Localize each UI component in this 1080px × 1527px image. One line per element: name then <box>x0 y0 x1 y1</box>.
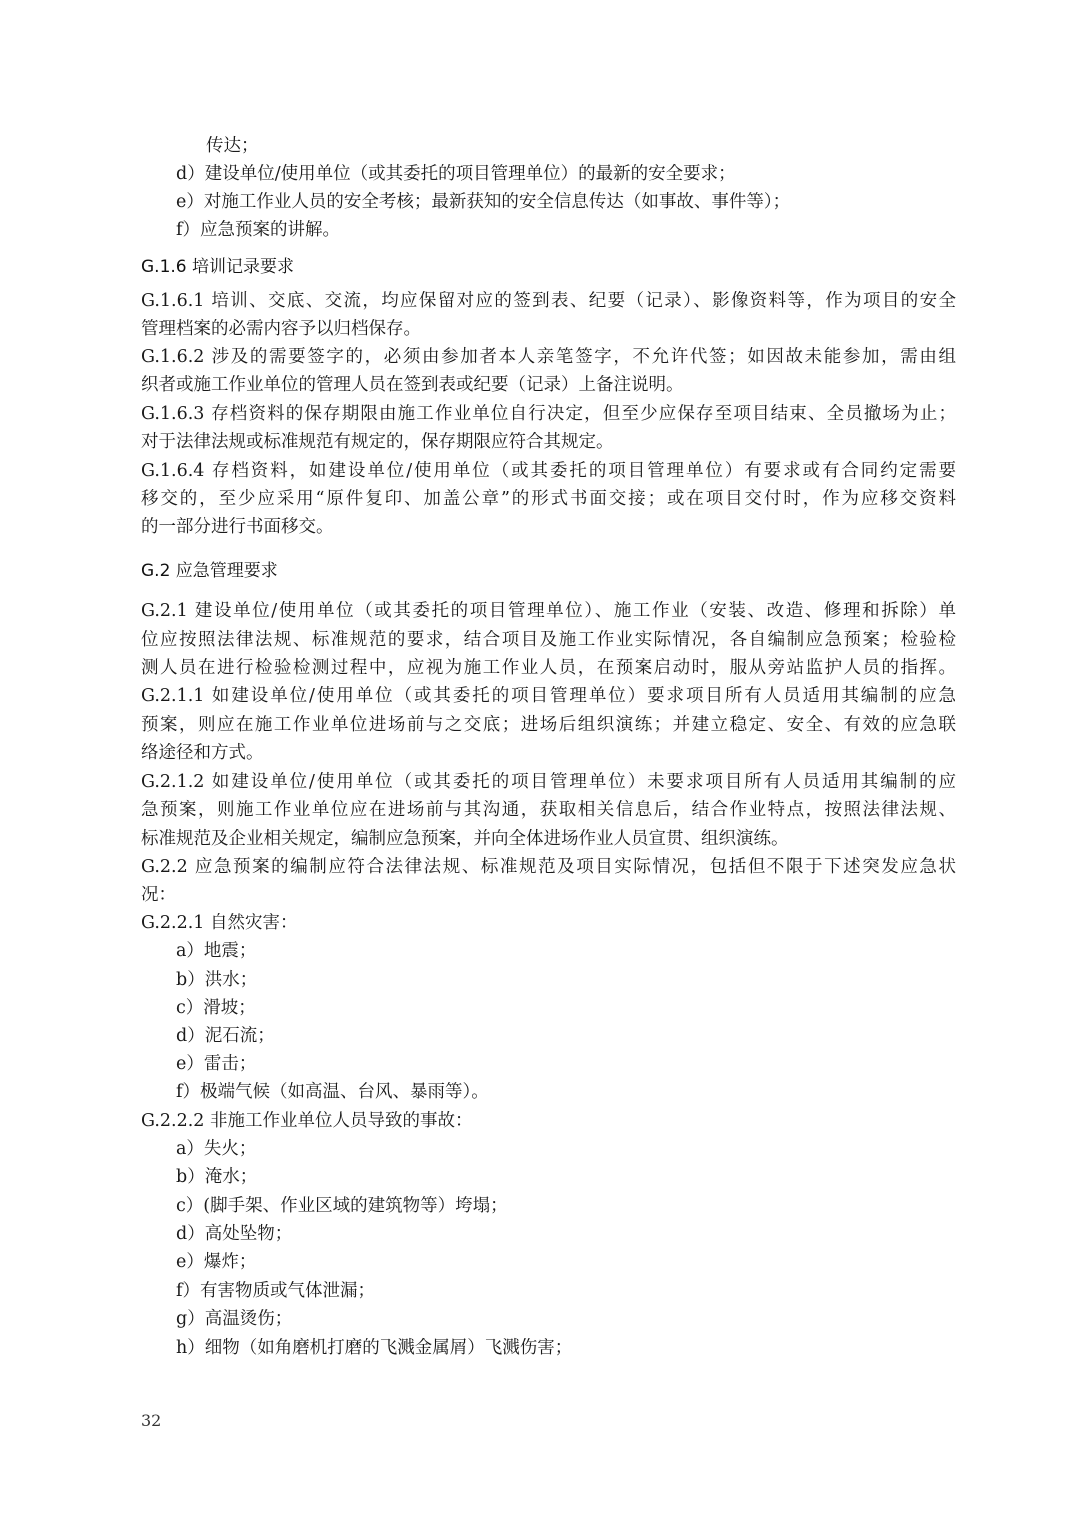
list-item: d）高处坠物； <box>176 1224 293 1244</box>
paragraph-line: G.1.6.3 存档资料的保存期限由施工作业单位自行决定，但至少应保存至项目结束、全员撤场为止； <box>141 404 956 424</box>
list-item: d）泥石流； <box>176 1026 275 1046</box>
paragraph-line: 织者或施工作业单位的管理人员在签到表或纪要（记录）上备注说明。 <box>141 375 684 395</box>
list-item: e）对施工作业人员的安全考核；最新获知的安全信息传达（如事故、事件等）； <box>176 192 791 212</box>
list-item: e）雷击； <box>176 1054 257 1074</box>
list-item: c）(脚手架、作业区域的建筑物等）垮塌； <box>176 1196 508 1216</box>
paragraph-line: G.2.1 建设单位/使用单位（或其委托的项目管理单位）、施工作业（安装、改造、修理和拆除）单 <box>141 601 956 621</box>
list-item: d）建设单位/使用单位（或其委托的项目管理单位）的最新的安全要求； <box>176 164 736 184</box>
list-item: e）爆炸； <box>176 1252 257 1272</box>
list-item: b）淹水； <box>176 1167 258 1187</box>
list-item: f）应急预案的讲解。 <box>176 220 340 240</box>
list-item: c）滑坡； <box>176 998 256 1018</box>
paragraph-line: G.1.6.1 培训、交底、交流，均应保留对应的签到表、纪要（记录）、影像资料等，作为项目的安全 <box>141 291 956 311</box>
paragraph-line: 标准规范及企业相关规定，编制应急预案，并向全体进场作业人员宣贯、组织演练。 <box>141 829 789 849</box>
paragraph-line: G.2.1.2 如建设单位/使用单位（或其委托的项目管理单位）未要求项目所有人员适用其编制的应 <box>141 772 956 792</box>
list-item: g）高温烫伤； <box>176 1309 293 1329</box>
list-item: h）细物（如角磨机打磨的飞溅金属屑）飞溅伤害； <box>176 1338 573 1358</box>
list-item: a）失火； <box>176 1139 257 1159</box>
list-item: f）极端气候（如高温、台风、暴雨等）。 <box>176 1082 489 1102</box>
paragraph-line: 位应按照法律法规、标准规范的要求，结合项目及施工作业实际情况，各自编制应急预案；检验检 <box>141 630 956 650</box>
paragraph-line: G.2.1.1 如建设单位/使用单位（或其委托的项目管理单位）要求项目所有人员适用其编制的应急 <box>141 686 956 706</box>
paragraph-line: G.1.6.2 涉及的需要签字的，必须由参加者本人亲笔签字，不允许代签；如因故未能参加，需由组 <box>141 347 956 367</box>
list-item: b）洪水； <box>176 970 258 990</box>
paragraph-line: 络途径和方式。 <box>141 743 264 763</box>
page-number: 32 <box>141 1411 162 1430</box>
paragraph-line: 急预案，则施工作业单位应在进场前与其沟通，获取相关信息后，结合作业特点，按照法律法规、 <box>141 800 956 820</box>
list-item: a）地震； <box>176 941 257 961</box>
paragraph-line: 况： <box>141 885 176 905</box>
subsection-title: G.2.2.1 自然灾害： <box>141 913 298 933</box>
paragraph-line: G.2.2 应急预案的编制应符合法律法规、标准规范及项目实际情况，包括但不限于下述突发应急状 <box>141 857 956 877</box>
list-item: f）有害物质或气体泄漏； <box>176 1281 375 1301</box>
continuation-text: 传达； <box>206 136 259 156</box>
subsection-title: G.2.2.2 非施工作业单位人员导致的事故： <box>141 1111 473 1131</box>
paragraph-line: G.1.6.4 存档资料，如建设单位/使用单位（或其委托的项目管理单位）有要求或有合同约定需要 <box>141 461 956 481</box>
paragraph-line: 测人员在进行检验检测过程中，应视为施工作业人员，在预案启动时，服从旁站监护人员的指挥。 <box>141 658 956 678</box>
paragraph-line: 管理档案的必需内容予以归档保存。 <box>141 319 421 339</box>
paragraph-line: 移交的，至少应采用“原件复印、加盖公章”的形式书面交接；或在项目交付时，作为应移交资料 <box>141 489 956 509</box>
paragraph-line: 预案，则应在施工作业单位进场前与之交底；进场后组织演练；并建立稳定、安全、有效的应急联 <box>141 715 956 735</box>
paragraph-line: 对于法律法规或标准规范有规定的，保存期限应符合其规定。 <box>141 432 614 452</box>
paragraph-line: 的一部分进行书面移交。 <box>141 517 334 537</box>
section-heading: G.1.6 培训记录要求 <box>141 257 295 277</box>
section-heading: G.2 应急管理要求 <box>141 561 278 581</box>
